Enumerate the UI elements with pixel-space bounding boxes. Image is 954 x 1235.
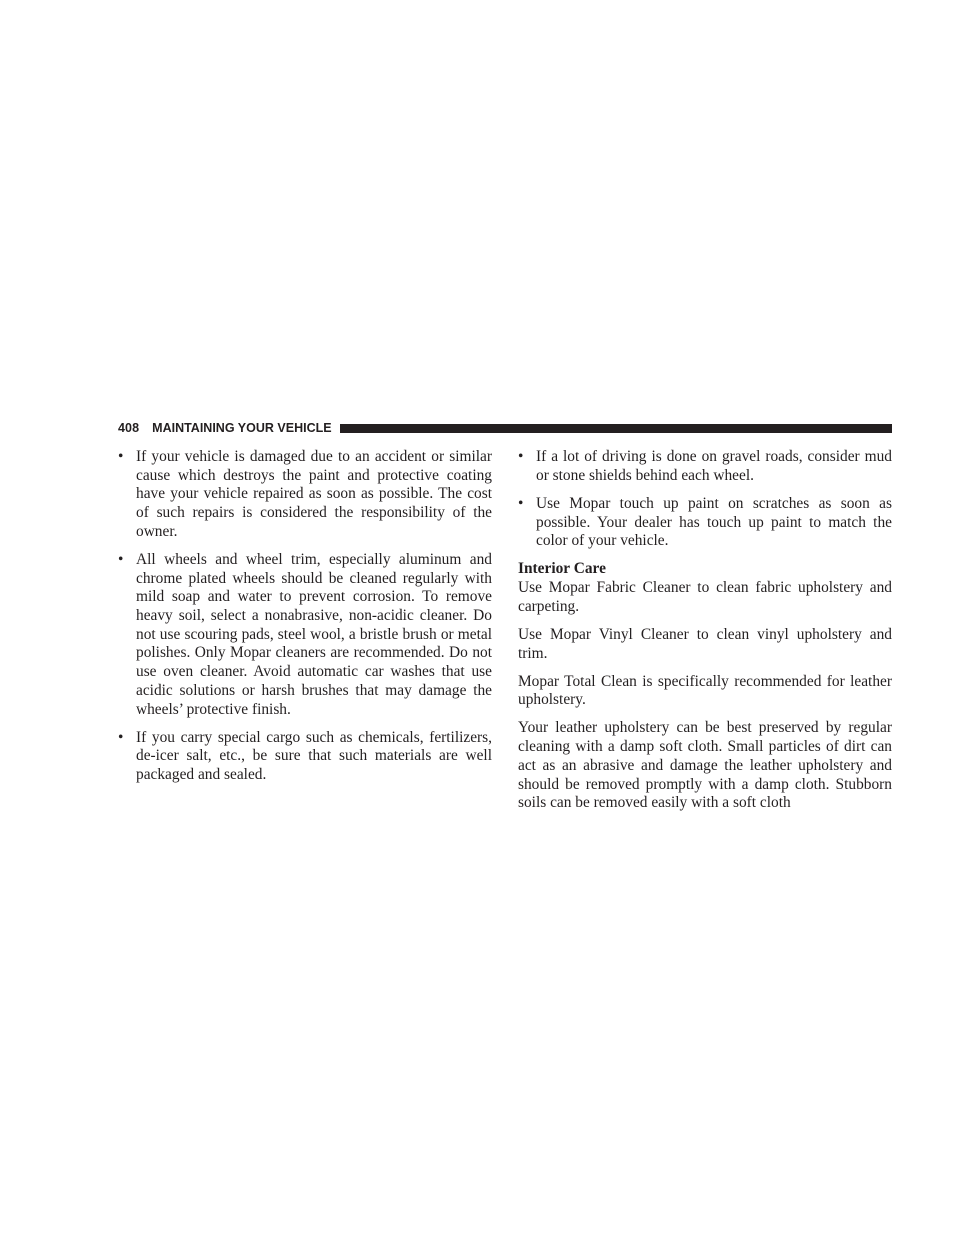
interior-care-heading: Interior Care bbox=[518, 560, 606, 578]
bullet-icon: • bbox=[118, 550, 124, 568]
bullet-icon: • bbox=[118, 448, 124, 465]
page-number: 408 bbox=[118, 421, 140, 435]
bullet-text: All wheels and wheel trim, especially aluminum and chrome plated wheels should be cleaned regularly with mild soap and water to prevent corrosion. To remove heavy soil, select a nonabrasive, non-acidic cleaner. Do not use scouring pads, steel wool, a bristle brush or metal polishes. Only Mopar cleaners are recommended. Do not use oven cleaner. Avoid automatic car washes that use acidic solutions or harsh brushes that may damage the wheels’ protective finish. bbox=[136, 550, 492, 718]
bullet-text: If a lot of driving is done on gravel roads, consider mud or stone shields behind each wheel. bbox=[536, 448, 892, 484]
bullet-icon: • bbox=[518, 448, 524, 465]
list-item bbox=[118, 551, 492, 719]
paragraph-fabric: Use Mopar Fabric Cleaner to clean fabric upholstery and carpeting. bbox=[518, 579, 892, 615]
page-header bbox=[118, 419, 892, 437]
left-column bbox=[118, 448, 492, 794]
right-column bbox=[518, 448, 892, 822]
paragraph-leather: Your leather upholstery can be best preserved by regular cleaning with a damp soft cloth. Small particles of dirt can act as an abrasive and damage the leather upholstery and should be removed promptly with a damp cloth. Stubborn soils can be removed easily with a soft cloth bbox=[518, 719, 892, 812]
list-item bbox=[518, 495, 892, 551]
header-rule bbox=[340, 424, 892, 433]
paragraph-vinyl: Use Mopar Vinyl Cleaner to clean vinyl upholstery and trim. bbox=[518, 625, 892, 662]
list-item bbox=[118, 729, 492, 785]
bullet-text: If your vehicle is damaged due to an accident or similar cause which destroys the paint and protective coating have your vehicle repaired as soon as possible. The cost of such repairs is considered the responsibility of the owner. bbox=[136, 448, 492, 540]
list-item bbox=[118, 448, 492, 542]
list-item bbox=[518, 448, 892, 485]
paragraph-total-clean: Mopar Total Clean is specifically recommended for leather upholstery. bbox=[518, 672, 892, 709]
section-title: MAINTAINING YOUR VEHICLE bbox=[152, 421, 332, 435]
bullet-icon: • bbox=[118, 728, 124, 746]
bullet-text: Use Mopar touch up paint on scratches as soon as possible. Your dealer has touch up paint to match the color of your vehicle. bbox=[536, 494, 892, 550]
bullet-icon: • bbox=[518, 494, 524, 512]
bullet-text: If you carry special cargo such as chemicals, fertilizers, de-icer salt, etc., be sure that such materials are well packaged and sealed. bbox=[136, 728, 492, 784]
